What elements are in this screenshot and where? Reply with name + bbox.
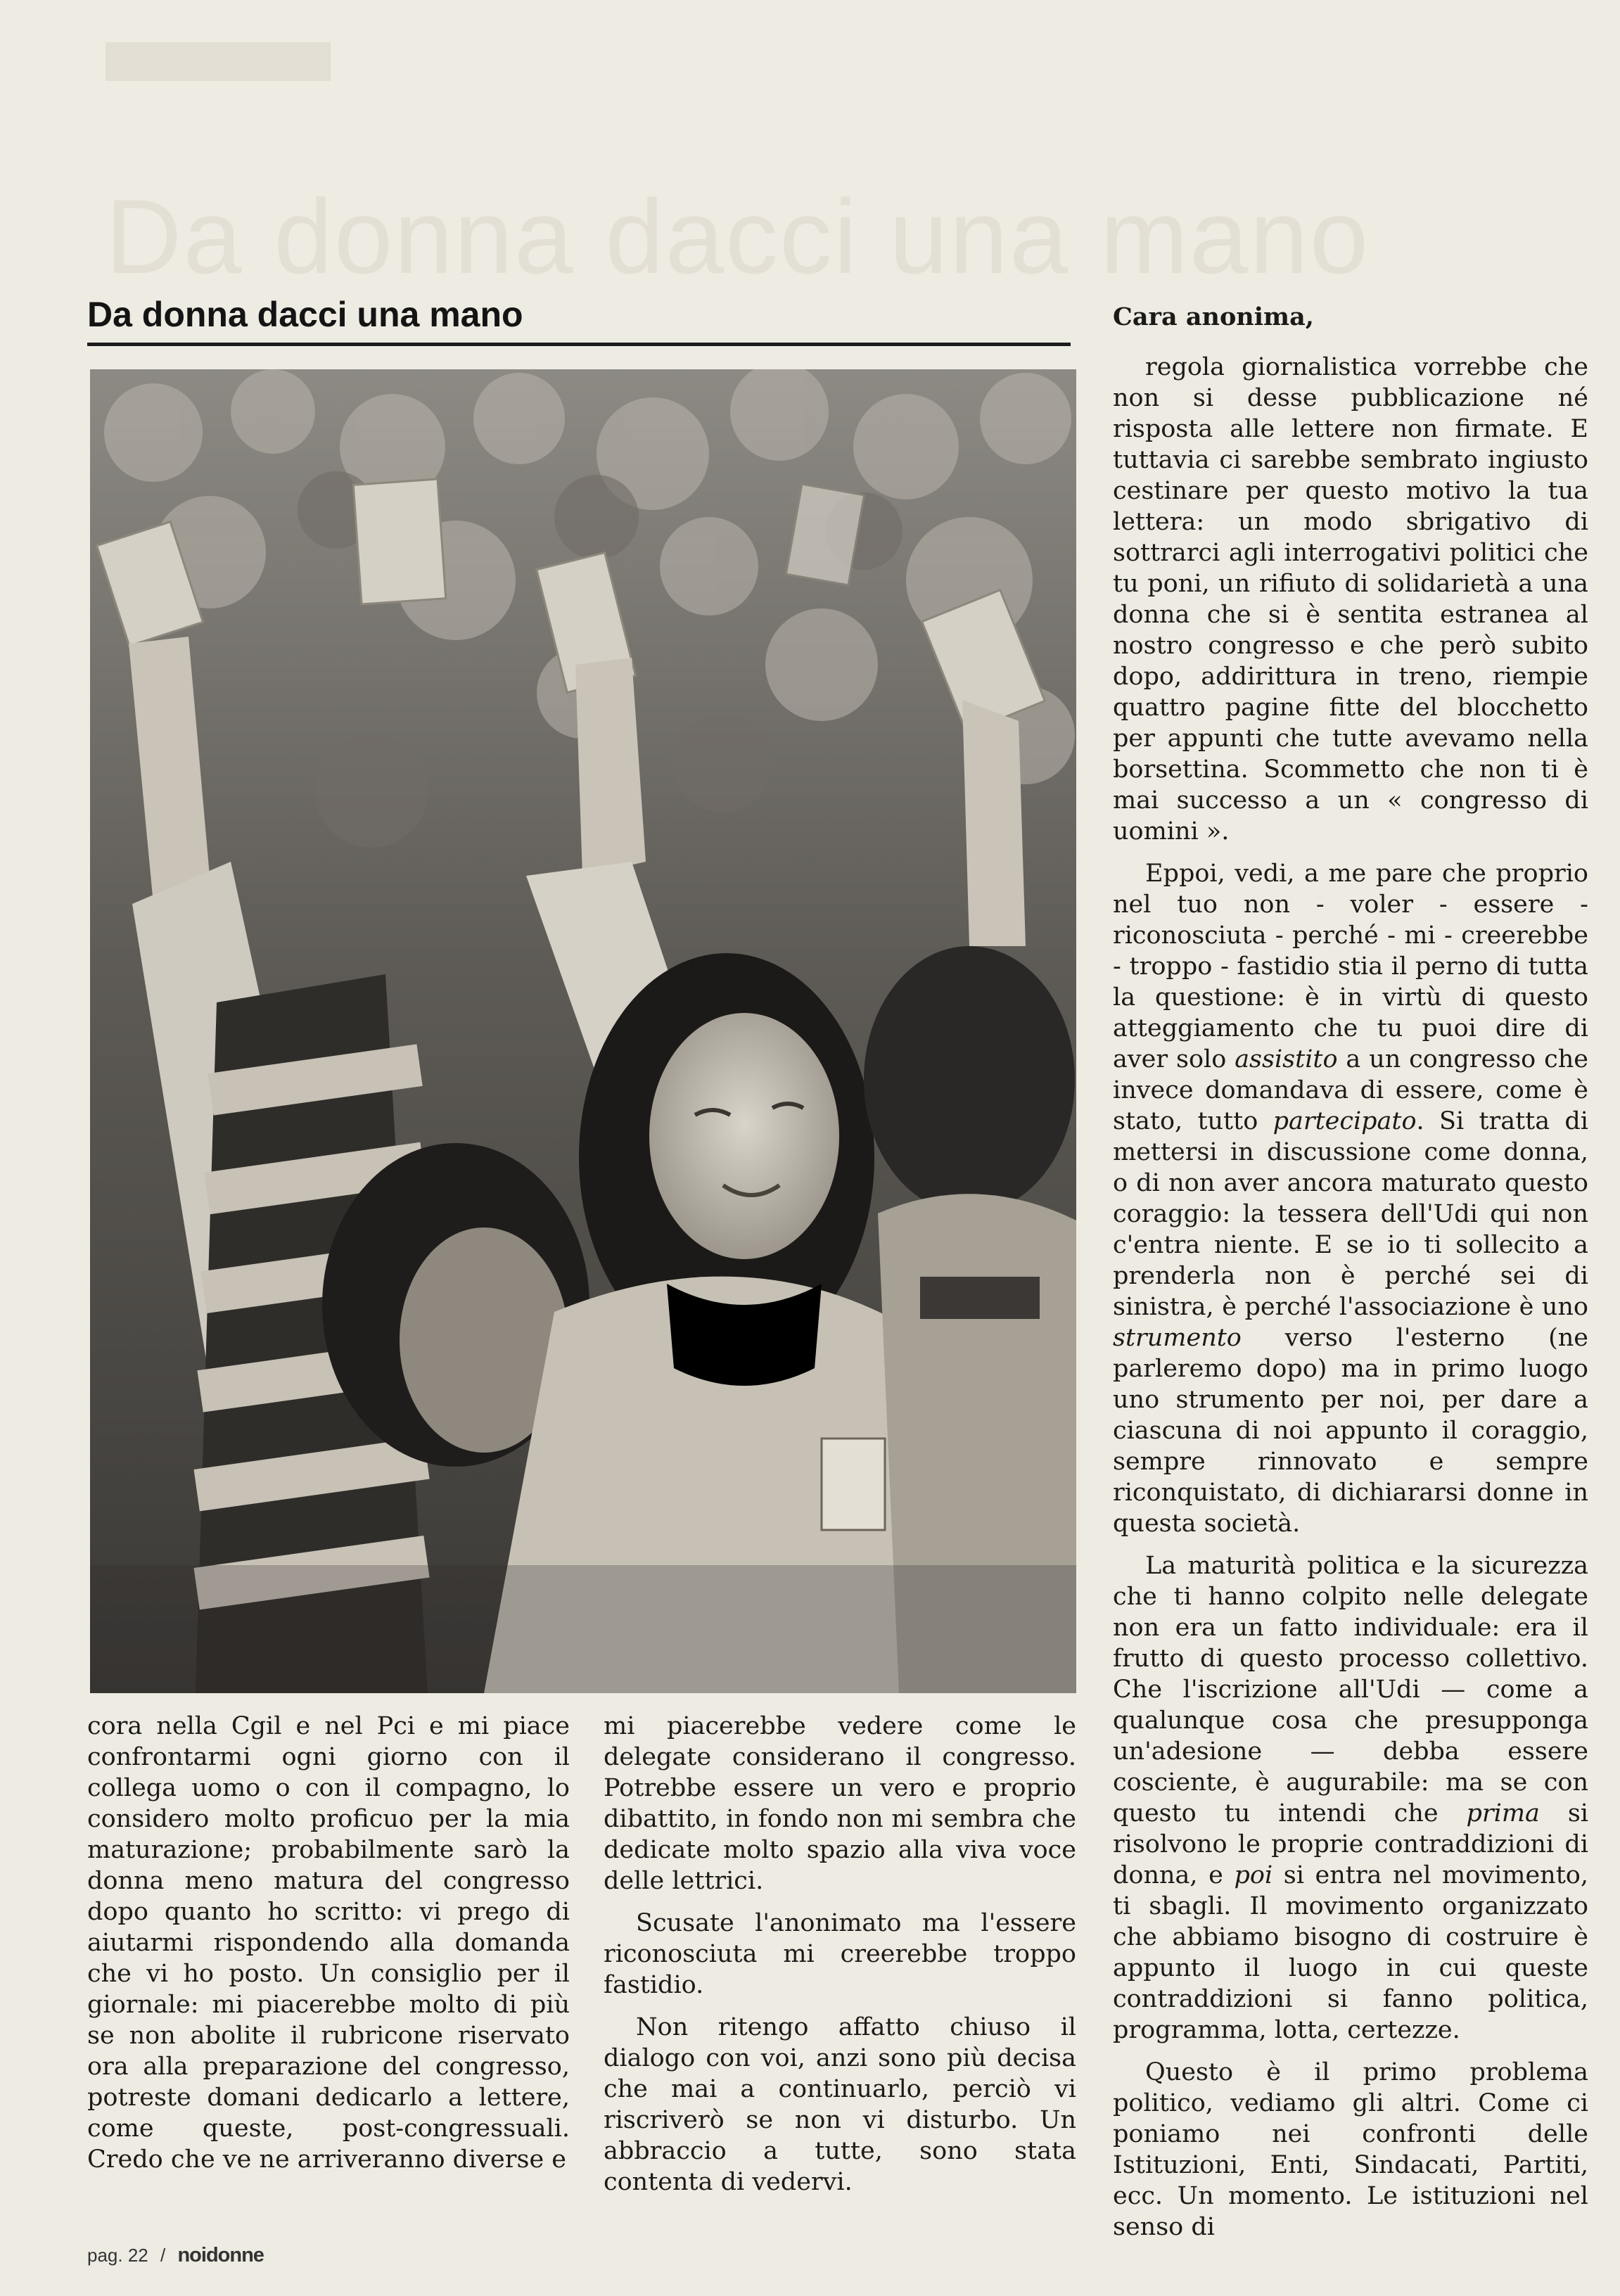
bleed-through-tag — [106, 42, 331, 81]
footer-separator: / — [160, 2245, 166, 2266]
reply-paragraph-1: regola giornalistica vorrebbe che non si desse pubblicazione né risposta alle lettere non firmate. E tuttavia ci sarebbe sembrato ingiusto cestinare per questo motivo la tua lettera: un modo sbrigativo di sottrarci agli interrogativi politici che tu poni, un rifiuto di solidarietà a una donna che si è sentita estranea al nostro congresso e che però subito dopo, addirittura in treno, riempie quattro pagine fitte del blocchetto per appunti che tutte avevamo nella borsettina. Scommetto che non ti è mai successo a un « congresso di uomini ». — [1113, 353, 1588, 846]
article-headline: Da donna dacci una mano — [87, 295, 523, 334]
delegates-voting-photo-icon — [90, 369, 1076, 1693]
left-column — [87, 1711, 570, 2186]
middle-column — [604, 1711, 1076, 2209]
middle-paragraph-3: Non ritengo affatto chiuso il dialogo con voi, anzi sono più decisa che mai a continuarlo, perciò vi riscriverò se non vi disturbo. Un abbraccio a tutte, sono stata contenta di vedervi. — [604, 2013, 1076, 2196]
headline-rule — [87, 343, 1071, 346]
bleed-through-title: Da donna dacci una mano — [106, 177, 1370, 295]
reply-paragraph-2: Eppoi, vedi, a me pare che proprio nel tuo non - voler - essere - riconosciuta - perché - mi - creerebbe - troppo - fastidio stia il perno di tutta la questione: è in virtù di questo atteggiamento che tu puoi dire di aver solo assistito a un congresso che invece domandava di essere, come è stato, tutto partecipato. Si tratta di mettersi in discussione come donna, o di non aver ancora maturato questo coraggio: la tessera dell'Udi qui non c'entra niente. E se io ti sollecito a prenderla non è perché sei di sinistra, è perché l'associazione è uno strumento verso l'esterno (ne parleremo dopo) ma in primo luogo uno strumento per noi, per dare a ciascuna di noi appunto il coraggio, sempre rinnovato e sempre riconquistato, di dichiararsi donne in questa società. — [1113, 860, 1588, 1538]
article-photo — [90, 369, 1076, 1693]
middle-paragraph-1: mi piacerebbe vedere come le delegate considerano il congresso. Potrebbe essere un vero e proprio dibattito, in fondo non mi sembra che dedicate molto spazio alla viva voce delle lettrici. — [604, 1712, 1076, 1895]
magazine-brand: noidonne — [177, 2244, 264, 2266]
left-paragraph-1: cora nella Cgil e nel Pci e mi piace confrontarmi ogni giorno con il collega uomo o con il compagno, lo considero molto proficuo per la mia maturazione; probabilmente sarò la donna meno matura del congresso dopo quanto ho scritto: vi prego di aiutarmi rispondendo alla domanda che vi ho posto. Un consiglio per il giornale: mi piacerebbe molto di più se non abolite il rubricone riservato ora alla preparazione del congresso, potreste domani dedicarlo a lettere, come queste, post-congressuali. Credo che ve ne arriveranno diverse e — [87, 1712, 570, 2174]
right-column — [1113, 352, 1588, 2254]
page-number: pag. 22 — [87, 2245, 148, 2266]
reply-greeting: Cara anonima, — [1113, 302, 1314, 331]
page-footer — [87, 2244, 264, 2267]
reply-paragraph-3: La maturità politica e la sicurezza che ti hanno colpito nelle delegate non era un fatto individuale: era il frutto di questo processo collettivo. Che l'iscrizione all'Udi — come a qualunque cosa che presupponga un'adesione — debba essere cosciente, è augurabile: ma se con questo tu intendi che prima si risolvono le proprie contraddizioni di donna, e poi si entra nel movimento, ti sbagli. Il movimento organizzato che abbiamo bisogno di costruire è appunto il luogo in cui queste contraddizioni si fanno politica, programma, lotta, certezze. — [1113, 1552, 1588, 2044]
middle-paragraph-2: Scusate l'anonimato ma l'essere riconosciuta mi creerebbe troppo fastidio. — [604, 1909, 1076, 1999]
reply-paragraph-4: Questo è il primo problema politico, vediamo gli altri. Come ci poniamo nei confronti delle Istituzioni, Enti, Sindacati, Partiti, ecc. Un momento. Le istituzioni nel senso di — [1113, 2058, 1588, 2241]
